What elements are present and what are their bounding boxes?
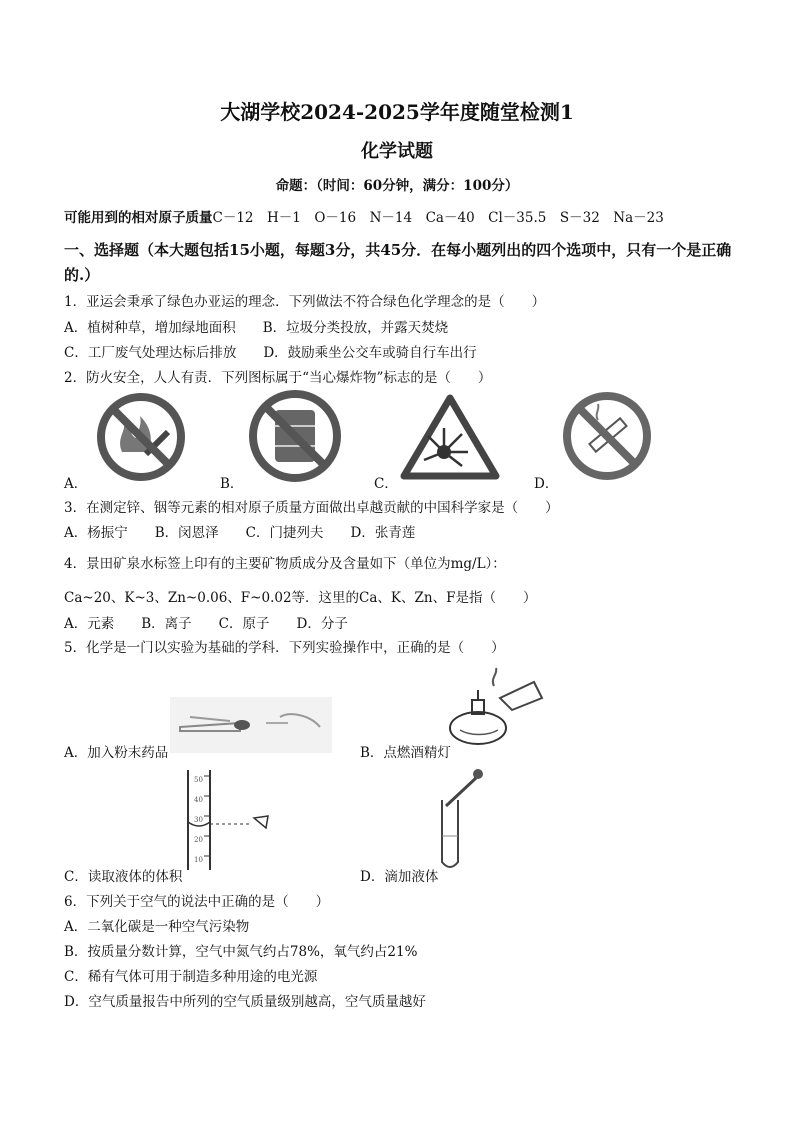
q6-option-d: D．空气质量报告中所列的空气质量级别越高，空气质量越好 [64, 994, 426, 1010]
cylinder-tick: 40 [194, 796, 203, 804]
subject-title: 化学试题 [361, 141, 433, 162]
q3-options: A．杨振宁 B．闵恩泽 C．门捷列夫 D．张青莲 [64, 525, 416, 541]
q4-options: A．元素 B．离子 C．原子 D．分子 [64, 616, 348, 632]
cylinder-tick: 10 [194, 856, 203, 864]
q4-stem: 4．景田矿泉水标签上印有的主要矿物质成分及含量如下（单位为mg/L）： [64, 556, 506, 572]
q4-line2: Ca~20、K~3、Zn~0.06、F~0.02等．这里的Ca、K、Zn、F是指（ ） [64, 590, 537, 606]
q1-options-cd: C．工厂废气处理达标后排放 D．鼓励乘坐公交车或骑自行车出行 [64, 345, 477, 361]
q6-stem: 6．下列关于空气的说法中正确的是（ ） [64, 894, 330, 910]
q5-option-a: A．加入粉末药品 [64, 745, 169, 761]
atomic-masses-values: C－12 H－1 O－16 N－14 Ca－40 Cl－35.5 S－32 Na－23 [212, 210, 664, 226]
q3-stem: 3．在测定锌、铟等元素的相对原子质量方面做出卓越贡献的中国科学家是（ ） [64, 500, 559, 516]
cylinder-tick: 50 [194, 776, 203, 784]
dropper-figure [436, 766, 496, 874]
no-smoking-sign-icon [558, 390, 656, 482]
no-fire-sign-icon [92, 392, 190, 482]
q2-label-d: D． [534, 476, 559, 492]
exam-meta: 命题：（时间：60分钟，满分：100分） [275, 178, 519, 194]
no-flammable-sign-icon [245, 388, 345, 484]
q1-stem: 1．亚运会秉承了绿色办亚运的理念．下列做法不符合绿色化学理念的是（ ） [64, 294, 546, 310]
q2-label-b: B． [220, 476, 244, 492]
exam-title: 大湖学校2024-2025学年度随堂检测1 [220, 100, 574, 124]
atomic-masses-label: 可能用到的相对原子质量 [64, 210, 213, 226]
cylinder-tick: 20 [194, 836, 203, 844]
q5-option-d: D．滴加液体 [360, 869, 439, 885]
q6-option-b: B．按质量分数计算，空气中氮气约占78%，氧气约占21% [64, 944, 418, 960]
q6-option-a: A．二氧化碳是一种空气污染物 [64, 919, 250, 935]
q1-options-ab: A．植树种草，增加绿地面积 B．垃圾分类投放，并露天焚烧 [64, 320, 449, 336]
q2-stem: 2．防火安全，人人有责．下列图标属于“当心爆炸物”标志的是（ ） [64, 370, 492, 386]
q5-option-c: C．读取液体的体积 [64, 869, 183, 885]
cylinder-ticks [194, 770, 203, 870]
cylinder-tick: 30 [194, 816, 203, 824]
q5-stem: 5．化学是一门以实验为基础的学科．下列实验操作中，正确的是（ ） [64, 640, 505, 656]
atomic-masses-line [64, 206, 664, 226]
q5-option-b: B．点燃酒精灯 [360, 745, 451, 761]
explosive-warning-sign-icon [400, 394, 500, 480]
q2-label-a: A． [64, 476, 88, 492]
section-heading: 一、选择题（本大题包括15小题，每题3分，共45分．在每小题列出的四个选项中，只有一个是正确的.） [64, 241, 732, 284]
powder-adding-figure [170, 697, 332, 753]
q6-option-c: C．稀有气体可用于制造多种用途的电光源 [64, 969, 318, 985]
alcohol-lamp-figure [440, 664, 548, 750]
q2-label-c: C． [374, 476, 398, 492]
